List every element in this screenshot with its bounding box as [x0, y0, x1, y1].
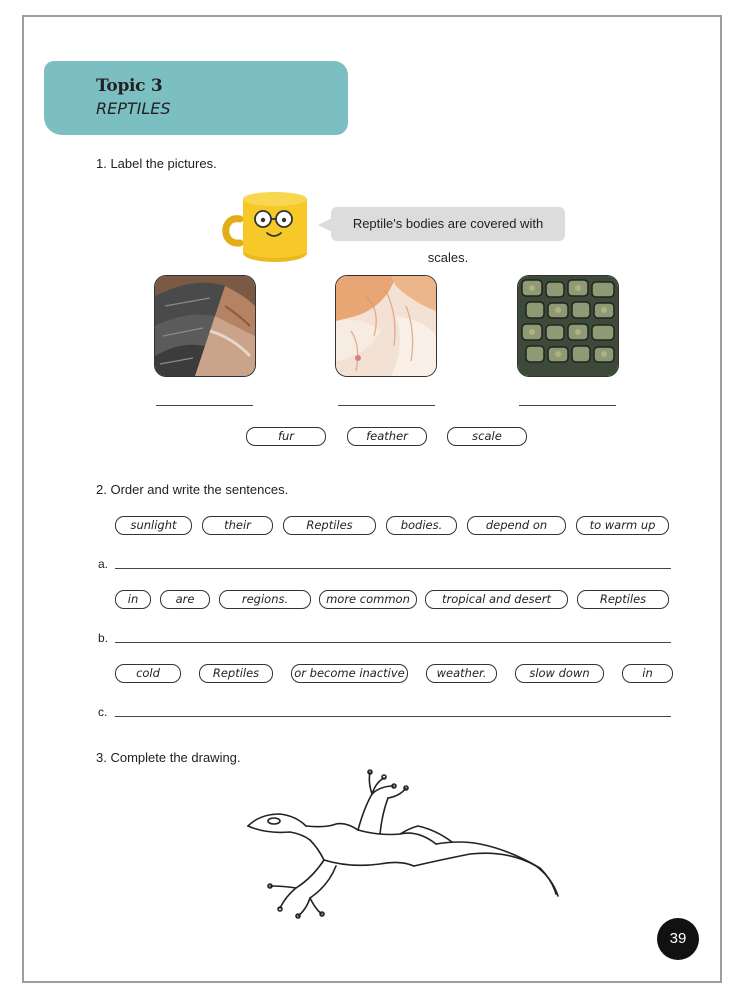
feather-texture-icon [155, 276, 255, 376]
lizard-outline-icon[interactable] [240, 768, 570, 928]
word-tile[interactable]: tropical and desert [425, 590, 568, 609]
word-bank-fur[interactable]: fur [246, 427, 326, 446]
word-tile[interactable]: are [160, 590, 210, 609]
word-tile[interactable]: in [622, 664, 673, 683]
word-tile[interactable]: regions. [219, 590, 311, 609]
word-bank-feather[interactable]: feather [347, 427, 427, 446]
mug-mascot-icon [218, 189, 314, 265]
word-tile[interactable]: Reptiles [199, 664, 273, 683]
word-tile[interactable]: bodies. [386, 516, 457, 535]
write-line-a[interactable] [115, 568, 671, 569]
word-tile[interactable]: sunlight [115, 516, 192, 535]
speech-bubble: Reptile's bodies are covered with scales. [331, 207, 565, 241]
row-letter-c: c. [98, 705, 108, 719]
answer-line-1[interactable] [156, 405, 253, 406]
row-letter-b: b. [98, 631, 109, 645]
word-tile[interactable]: depend on [467, 516, 566, 535]
word-tile[interactable]: Reptiles [283, 516, 376, 535]
word-tile[interactable]: Reptiles [577, 590, 669, 609]
write-line-c[interactable] [115, 716, 671, 717]
fur-texture-icon [336, 276, 436, 376]
scale-texture-icon [518, 276, 618, 376]
word-tile[interactable]: weather. [426, 664, 497, 683]
fur-photo [335, 275, 437, 377]
row-letter-a: a. [98, 557, 109, 571]
answer-line-2[interactable] [338, 405, 435, 406]
page-number: 39 [657, 918, 699, 960]
word-tile[interactable]: more common [319, 590, 417, 609]
word-tile[interactable]: slow down [515, 664, 604, 683]
scale-photo [517, 275, 619, 377]
word-bank-scale[interactable]: scale [447, 427, 527, 446]
topic-banner [44, 61, 348, 135]
answer-line-3[interactable] [519, 405, 616, 406]
section1-heading: 1. Label the pictures. [96, 156, 217, 171]
word-tile[interactable]: their [202, 516, 273, 535]
topic-title: REPTILES [96, 99, 171, 118]
speech-bubble-tail [318, 218, 332, 232]
section3-heading: 3. Complete the drawing. [96, 750, 241, 765]
word-tile[interactable]: in [115, 590, 151, 609]
write-line-b[interactable] [115, 642, 671, 643]
word-tile[interactable]: cold [115, 664, 181, 683]
topic-number: Topic 3 [96, 76, 163, 96]
section2-heading: 2. Order and write the sentences. [96, 482, 289, 497]
word-tile[interactable]: to warm up [576, 516, 669, 535]
word-tile[interactable]: or become inactive [291, 664, 408, 683]
feather-photo [154, 275, 256, 377]
